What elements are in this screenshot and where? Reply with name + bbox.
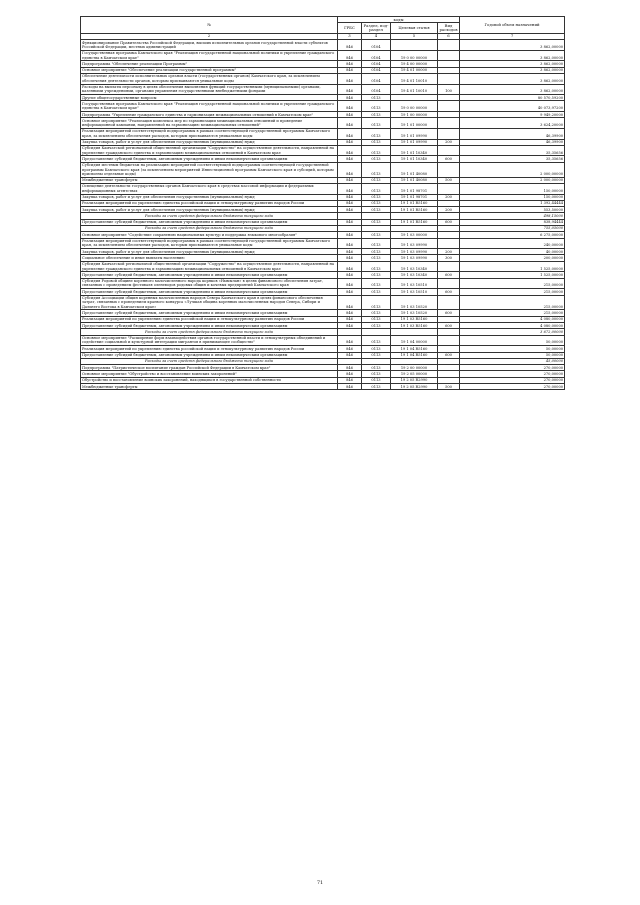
cell-name: Основное мероприятие "Обустройство и восстановление воинских захоронений": [81, 371, 338, 377]
cell-target: 19 1 01 09990: [391, 128, 438, 139]
cell-amount: 46,39900: [460, 128, 565, 139]
cell-section: 0113: [362, 177, 391, 183]
cell-amount: 40,00000: [460, 249, 565, 255]
cell-expense-type: 500: [438, 177, 460, 183]
cell-grbs: 846: [338, 261, 362, 272]
cell-section: 0113: [362, 249, 391, 255]
cell-grbs: 846: [338, 295, 362, 310]
cell-expense-type: 200: [438, 249, 460, 255]
cell-section: 0113: [362, 207, 391, 213]
cell-grbs: 846: [338, 118, 362, 129]
cell-section: 0113: [362, 183, 391, 194]
cell-target: 19 1 04 R5160: [391, 352, 438, 358]
cell-section: 0113: [362, 238, 391, 249]
cell-grbs: 846: [338, 352, 362, 358]
cell-grbs: 846: [338, 255, 362, 261]
cell-name: Субсидия Ассоциации общин коренных малочисленных народов Севера Камчатского края в целях финансового обеспечения затрат, связанных с проведением краевого конкурса «Лучшая община коренных малочисленных народов Севера, Сибири и Дальнего Востока в Камчатском крае»: [81, 295, 338, 310]
cell-name: Основное мероприятие "Реализация комплекса мер по гармонизации межнациональных отношений и проведение информационной кампании, направленной на гармонизацию межнациональных отношений": [81, 118, 338, 129]
cell-target: 19 1 01 R5160: [391, 219, 438, 225]
index-cell: 3: [338, 33, 362, 39]
cell-section: 0113: [362, 289, 391, 295]
cell-amount: 150,00000: [460, 183, 565, 194]
cell-name: Реализация мероприятий по укреплению единства российской нации и этнокультурному развитию народов России: [81, 346, 338, 352]
cell-name: Подпрограмма "Обеспечение реализации Программы": [81, 61, 338, 67]
budget-table: [80, 16, 565, 390]
cell-expense-type: 200: [438, 194, 460, 200]
cell-target: 19 1 01 R5160: [391, 200, 438, 206]
cell-amount: 215,00000: [460, 295, 565, 310]
cell-name: Предоставление субсидий бюджетным, автономным учреждениям и иным некоммерческим организациям: [81, 289, 338, 295]
cell-target: [391, 40, 438, 51]
cell-section: 0113: [362, 310, 391, 316]
cell-section: 0104: [362, 84, 391, 95]
cell-target: 19 1 03 00000: [391, 232, 438, 238]
cell-name: Обустройство и восстановление воинских захоронений, находящихся в государственной собственности: [81, 377, 338, 383]
cell-name: Реализация мероприятий соответствующей подпрограммы в рамках соответствующей государственной программы Камчатского края, за исключением обеспечения расходов, которым присваиваются уникальные коды: [81, 128, 338, 139]
cell-section: 0104: [362, 67, 391, 73]
cell-expense-type: [438, 295, 460, 310]
cell-expense-type: [438, 128, 460, 139]
cell-expense-type: 600: [438, 352, 460, 358]
cell-name: Подпрограмма "Патриотическое воспитание граждан Российской Федерации в Камчатском крае": [81, 365, 338, 371]
cell-amount: 240,00000: [460, 238, 565, 249]
table-row: [81, 384, 565, 390]
cell-expense-type: [438, 73, 460, 84]
cell-amount: 270,00000: [460, 384, 565, 390]
cell-target: 19 1 01 00000: [391, 118, 438, 129]
cell-grbs: 846: [338, 346, 362, 352]
table-row: [81, 50, 565, 61]
cell-section: 0104: [362, 73, 391, 84]
cell-target: 19 1 01 R5160: [391, 207, 438, 213]
cell-target: 19 4 01 10010: [391, 73, 438, 84]
page-number: 71: [316, 880, 324, 886]
cell-target: 19 1 01 98701: [391, 194, 438, 200]
cell-amount: 9 949,20000: [460, 112, 565, 118]
cell-target: 19 1 03 R5160: [391, 323, 438, 329]
cell-section: 0113: [362, 194, 391, 200]
cell-target: 19 1 03 09990: [391, 255, 438, 261]
cell-section: 0113: [362, 156, 391, 162]
cell-section: 0113: [362, 384, 391, 390]
cell-expense-type: 600: [438, 310, 460, 316]
cell-target: 19 1 03 10340: [391, 272, 438, 278]
cell-amount: 215,00000: [460, 278, 565, 289]
cell-expense-type: [438, 145, 460, 156]
table-row: [81, 73, 565, 84]
cell-section: 0113: [362, 335, 391, 346]
cell-grbs: 846: [338, 101, 362, 112]
cell-section: 0113: [362, 162, 391, 177]
cell-name: Предоставление субсидий бюджетным, автономным учреждениям и иным некоммерческим организациям: [81, 310, 338, 316]
col-header-grbs: ГРБС: [338, 23, 362, 34]
cell-amount: 45,00000: [460, 358, 565, 364]
cell-section: 0113: [362, 261, 391, 272]
table-row: [81, 118, 565, 129]
cell-section: 0113: [362, 145, 391, 156]
cell-grbs: 846: [338, 384, 362, 390]
cell-amount: 2 000,00000: [460, 162, 565, 177]
cell-target: 19 4 01 10010: [391, 84, 438, 95]
cell-amount: 4 080,00000: [460, 316, 565, 322]
cell-section: 0104: [362, 50, 391, 61]
cell-grbs: 846: [338, 323, 362, 329]
cell-grbs: 846: [338, 335, 362, 346]
cell-section: 0113: [362, 278, 391, 289]
cell-expense-type: 600: [438, 219, 460, 225]
cell-name: Реализация мероприятий по укреплению единства российской нации и этнокультурному развитию народов России: [81, 200, 338, 206]
cell-name: Предоставление субсидий бюджетным, автономным учреждениям и иным некоммерческим организациям: [81, 323, 338, 329]
cell-name: Субсидия Камчатской региональной общественной организации "Содружество" на осуществление деятельности, направленной на укрепление гражданского единства и гармонизацию межнациональных отношений в Камчатском крае: [81, 261, 338, 272]
cell-expense-type: [438, 162, 460, 177]
cell-name: Субсидия Родовой общине коренного малочисленного народа коряков «Нымылан» в целях финансового обеспечения затрат, связанных с проведением фестиваля оленеводов родовых общин и кочевых предприятий Камчатского края: [81, 278, 338, 289]
cell-expense-type: [438, 101, 460, 112]
cell-name: Подпрограмма "Укрепление гражданского единства и гармонизация межнациональных отношений в Камчатском крае": [81, 112, 338, 118]
cell-name: Государственная программа Камчатского края "Реализация государственной национальной политики и укрепление гражданского единства в Камчатском крае": [81, 50, 338, 61]
cell-section: 0113: [362, 365, 391, 371]
cell-expense-type: [438, 118, 460, 129]
col-header-name: №: [81, 17, 338, 34]
cell-target: 19 1 01 10340: [391, 156, 438, 162]
cell-amount: 3 862,00000: [460, 67, 565, 73]
cell-grbs: 846: [338, 316, 362, 322]
cell-grbs: 846: [338, 249, 362, 255]
cell-name: Основное мероприятие "Расширение форм взаимодействия органов государственной власти и этнокультурных объединений и содействие социальной и культурной интеграции мигрантов в принимающее сообщество": [81, 335, 338, 346]
cell-grbs: 846: [338, 219, 362, 225]
cell-target: 19 2 05 R2990: [391, 377, 438, 383]
table-row: [81, 84, 565, 95]
cell-section: 0113: [362, 112, 391, 118]
table-row: [81, 101, 565, 112]
cell-name: Закупка товаров, работ и услуг для обеспечения государственных (муниципальных) нужд: [81, 207, 338, 213]
col-header-codes: коды: [338, 17, 460, 23]
table-row: [81, 261, 565, 272]
cell-target: 19 1 03 10520: [391, 295, 438, 310]
cell-grbs: 846: [338, 177, 362, 183]
cell-name: Расходы за счет средств федерального бюджета текущего года: [81, 213, 338, 219]
col-header-annual: Годовой объем назначений: [460, 17, 565, 34]
cell-grbs: 846: [338, 200, 362, 206]
cell-grbs: 846: [338, 310, 362, 316]
cell-grbs: 846: [338, 84, 362, 95]
col-header-section: Раздел, под-раздел: [362, 23, 391, 34]
cell-grbs: 846: [338, 289, 362, 295]
cell-expense-type: [438, 40, 460, 51]
cell-target: 19 1 04 00000: [391, 335, 438, 346]
cell-amount: 270,00000: [460, 365, 565, 371]
cell-target: 19 0 00 00000: [391, 101, 438, 112]
col-header-type: Вид расходов: [438, 23, 460, 34]
cell-expense-type: [438, 261, 460, 272]
cell-amount: 3 862,00000: [460, 73, 565, 84]
cell-name: Субсидия Камчатской региональной общественной организации "Содружество" на осуществление деятельности, направленной на укрепление гражданского единства и гармонизацию межнациональных отношений в Камчатском крае: [81, 145, 338, 156]
cell-amount: 755,05000: [460, 225, 565, 231]
table-row: [81, 183, 565, 194]
cell-amount: 1 525,00000: [460, 261, 565, 272]
cell-name: Межбюджетные трансферты: [81, 384, 338, 390]
cell-amount: 3 672,00000: [460, 329, 565, 335]
cell-expense-type: [438, 278, 460, 289]
cell-section: 0113: [362, 219, 391, 225]
cell-grbs: 846: [338, 232, 362, 238]
cell-target: 19 1 01 09990: [391, 139, 438, 145]
cell-expense-type: 200: [438, 207, 460, 213]
cell-target: 19 1 01 98701: [391, 183, 438, 194]
cell-section: 0113: [362, 323, 391, 329]
cell-grbs: 846: [338, 278, 362, 289]
cell-name: Другие общегосударственные вопросы: [81, 95, 338, 101]
cell-name: Расходы за счет средств федерального бюджета текущего года: [81, 329, 338, 335]
cell-amount: 80 570,59200: [460, 95, 565, 101]
cell-target: 19 2 00 00000: [391, 365, 438, 371]
table-row: [81, 162, 565, 177]
cell-grbs: 846: [338, 162, 362, 177]
cell-amount: 150,00000: [460, 194, 565, 200]
cell-section: 0113: [362, 255, 391, 261]
cell-grbs: 846: [338, 139, 362, 145]
table-row: [81, 335, 565, 346]
cell-name: Предоставление субсидий бюджетным, автономным учреждениям и иным некоммерческим организациям: [81, 272, 338, 278]
cell-expense-type: 600: [438, 156, 460, 162]
cell-name: Межбюджетные трансферты: [81, 177, 338, 183]
cell-grbs: 846: [338, 371, 362, 377]
cell-expense-type: 600: [438, 323, 460, 329]
cell-name: Предоставление субсидий бюджетным, автономным учреждениям и иным некоммерческим организациям: [81, 219, 338, 225]
cell-amount: 6 275,00000: [460, 232, 565, 238]
cell-grbs: 846: [338, 95, 362, 101]
cell-section: 0104: [362, 61, 391, 67]
index-cell: 7: [460, 33, 565, 39]
cell-amount: 270,00000: [460, 377, 565, 383]
cell-section: 0113: [362, 200, 391, 206]
cell-grbs: 846: [338, 67, 362, 73]
cell-name: Реализация мероприятий по укреплению единства российской нации и этнокультурному развитию народов России: [81, 316, 338, 322]
cell-amount: 215,00000: [460, 289, 565, 295]
cell-target: 19 1 03 R5160: [391, 316, 438, 322]
cell-amount: 270,00000: [460, 371, 565, 377]
cell-grbs: 846: [338, 128, 362, 139]
table-row: [81, 145, 565, 156]
cell-grbs: 846: [338, 40, 362, 51]
cell-name: Закупка товаров, работ и услуг для обеспечения государственных (муниципальных) нужд: [81, 194, 338, 200]
cell-target: 19 1 04 R5160: [391, 346, 438, 352]
cell-expense-type: 600: [438, 289, 460, 295]
cell-section: 0113: [362, 377, 391, 383]
cell-section: 0113: [362, 128, 391, 139]
cell-grbs: 846: [338, 50, 362, 61]
cell-target: 19 1 03 09990: [391, 249, 438, 255]
table-header: [81, 17, 565, 40]
cell-name: Закупка товаров, работ и услуг для обеспечения государственных (муниципальных) нужд: [81, 139, 338, 145]
table-row: [81, 40, 565, 51]
cell-grbs: 846: [338, 377, 362, 383]
cell-grbs: 846: [338, 194, 362, 200]
table-body: [81, 40, 565, 390]
cell-section: 0113: [362, 101, 391, 112]
cell-name: Закупка товаров, работ и услуг для обеспечения государственных (муниципальных) нужд: [81, 249, 338, 255]
index-cell: 4: [362, 33, 391, 39]
cell-grbs: 846: [338, 238, 362, 249]
cell-section: 0113: [362, 272, 391, 278]
cell-expense-type: 200: [438, 139, 460, 145]
cell-name: Государственная программа Камчатского края "Реализация государственной национальной политики и укрепление гражданского единства в Камчатском крае": [81, 101, 338, 112]
cell-section: 0113: [362, 316, 391, 322]
table-row: [81, 295, 565, 310]
cell-amount: 50,00000: [460, 352, 565, 358]
index-cell: 6: [438, 33, 460, 39]
cell-grbs: 846: [338, 145, 362, 156]
cell-target: 19 1 00 00000: [391, 112, 438, 118]
cell-amount: 200,00000: [460, 255, 565, 261]
cell-amount: 50,00000: [460, 346, 565, 352]
cell-name: Освещение деятельности государственных органов Камчатского края в средствах массовой информации и федеральных информационных агентствах: [81, 183, 338, 194]
cell-name: Субсидия местным бюджетам на реализацию мероприятий соответствующей подпрограммы соответствующей государственной программы Камчатского края (за исключением мероприятий Инвестиционной программы Камчатского края и субсидий, которым присвоены отдельные коды): [81, 162, 338, 177]
cell-expense-type: 300: [438, 255, 460, 261]
col-header-target: Целевая статья: [391, 23, 438, 34]
cell-amount: 498,15000: [460, 213, 565, 219]
cell-amount: 4 080,00000: [460, 323, 565, 329]
cell-section: 0104: [362, 40, 391, 51]
cell-target: 19 1 01 10340: [391, 145, 438, 156]
cell-grbs: 846: [338, 183, 362, 194]
cell-section: 0113: [362, 371, 391, 377]
cell-name: Расходы за счет средств федерального бюджета текущего года: [81, 225, 338, 231]
cell-amount: 838,94444: [460, 219, 565, 225]
cell-target: 19 1 01 40080: [391, 162, 438, 177]
index-cell: 5: [391, 33, 438, 39]
cell-section: 0113: [362, 232, 391, 238]
cell-grbs: 846: [338, 73, 362, 84]
cell-grbs: 846: [338, 365, 362, 371]
cell-name: Основное мероприятие "Обеспечение реализации государственной программы": [81, 67, 338, 73]
cell-amount: 2 000,00000: [460, 177, 565, 183]
cell-amount: 46,39900: [460, 139, 565, 145]
cell-section: 0113: [362, 139, 391, 145]
table-row: [81, 128, 565, 139]
cell-target: 19 2 05 R2990: [391, 384, 438, 390]
cell-amount: 1 525,00000: [460, 272, 565, 278]
index-cell: 2: [81, 33, 338, 39]
cell-amount: 1 392,44444: [460, 200, 565, 206]
table-row: [81, 238, 565, 249]
cell-target: 19 0 00 00000: [391, 50, 438, 61]
cell-target: 19 2 05 00000: [391, 371, 438, 377]
cell-section: 0113: [362, 352, 391, 358]
cell-expense-type: [438, 238, 460, 249]
cell-name: Социальное обеспечение и иные выплаты населению: [81, 255, 338, 261]
cell-amount: 3 862,00000: [460, 84, 565, 95]
cell-target: 19 1 03 10340: [391, 261, 438, 272]
cell-grbs: 846: [338, 207, 362, 213]
cell-amount: 50,00000: [460, 335, 565, 346]
cell-amount: 553,50000: [460, 207, 565, 213]
cell-name: Реализация мероприятий соответствующей подпрограммы в рамках соответствующей государственной программы Камчатского края, за исключением обеспечения расходов, которым присваиваются уникальные коды: [81, 238, 338, 249]
table-row: [81, 278, 565, 289]
cell-target: 19 1 03 09990: [391, 238, 438, 249]
cell-amount: 40 073,97200: [460, 101, 565, 112]
cell-amount: 3 862,00000: [460, 61, 565, 67]
cell-target: 19 1 03 10510: [391, 289, 438, 295]
cell-amount: 3 862,00000: [460, 40, 565, 51]
cell-expense-type: 600: [438, 272, 460, 278]
cell-amount: 215,00000: [460, 310, 565, 316]
cell-expense-type: [438, 50, 460, 61]
cell-amount: 3 862,00000: [460, 50, 565, 61]
cell-grbs: 846: [338, 112, 362, 118]
cell-expense-type: [438, 183, 460, 194]
cell-name: Предоставление субсидий бюджетным, автономным учреждениям и иным некоммерческим организациям: [81, 156, 338, 162]
cell-section: 0113: [362, 346, 391, 352]
cell-expense-type: [438, 335, 460, 346]
cell-grbs: 846: [338, 272, 362, 278]
cell-target: 19 1 03 10520: [391, 310, 438, 316]
cell-target: 19 1 03 10510: [391, 278, 438, 289]
cell-section: 0113: [362, 95, 391, 101]
cell-expense-type: 500: [438, 384, 460, 390]
cell-grbs: 846: [338, 61, 362, 67]
cell-name: Расходы за счет средств федерального бюджета текущего года: [81, 358, 338, 364]
cell-grbs: 846: [338, 156, 362, 162]
cell-name: Основное мероприятие "Содействие сохранению национальных культур и поддержка языкового многообразия": [81, 232, 338, 238]
cell-name: Расходы на выплаты персоналу в целях обеспечения выполнения функций государственными (муниципальными) органами, казенными учреждениями, органами управления государственными внебюджетными фондами: [81, 84, 338, 95]
cell-section: 0113: [362, 295, 391, 310]
cell-amount: 3 624,20000: [460, 118, 565, 129]
cell-amount: 35,35656: [460, 145, 565, 156]
cell-target: 19 4 01 00000: [391, 67, 438, 73]
cell-expense-type: 100: [438, 84, 460, 95]
cell-target: 19 4 00 00000: [391, 61, 438, 67]
cell-target: 19 1 01 40080: [391, 177, 438, 183]
cell-name: Предоставление субсидий бюджетным, автономным учреждениям и иным некоммерческим организациям: [81, 352, 338, 358]
cell-name: Функционирование Правительства Российской Федерации, высших исполнительных органов государственной власти субъектов Российской Федерации, местных администраций: [81, 40, 338, 51]
cell-amount: 35,35656: [460, 156, 565, 162]
cell-section: 0113: [362, 118, 391, 129]
cell-name: Обеспечение деятельности исполнительных органов власти (государственных органов) Камчатского края, за исключением обеспечения деятельности органов, которым присваиваются уникальные коды: [81, 73, 338, 84]
